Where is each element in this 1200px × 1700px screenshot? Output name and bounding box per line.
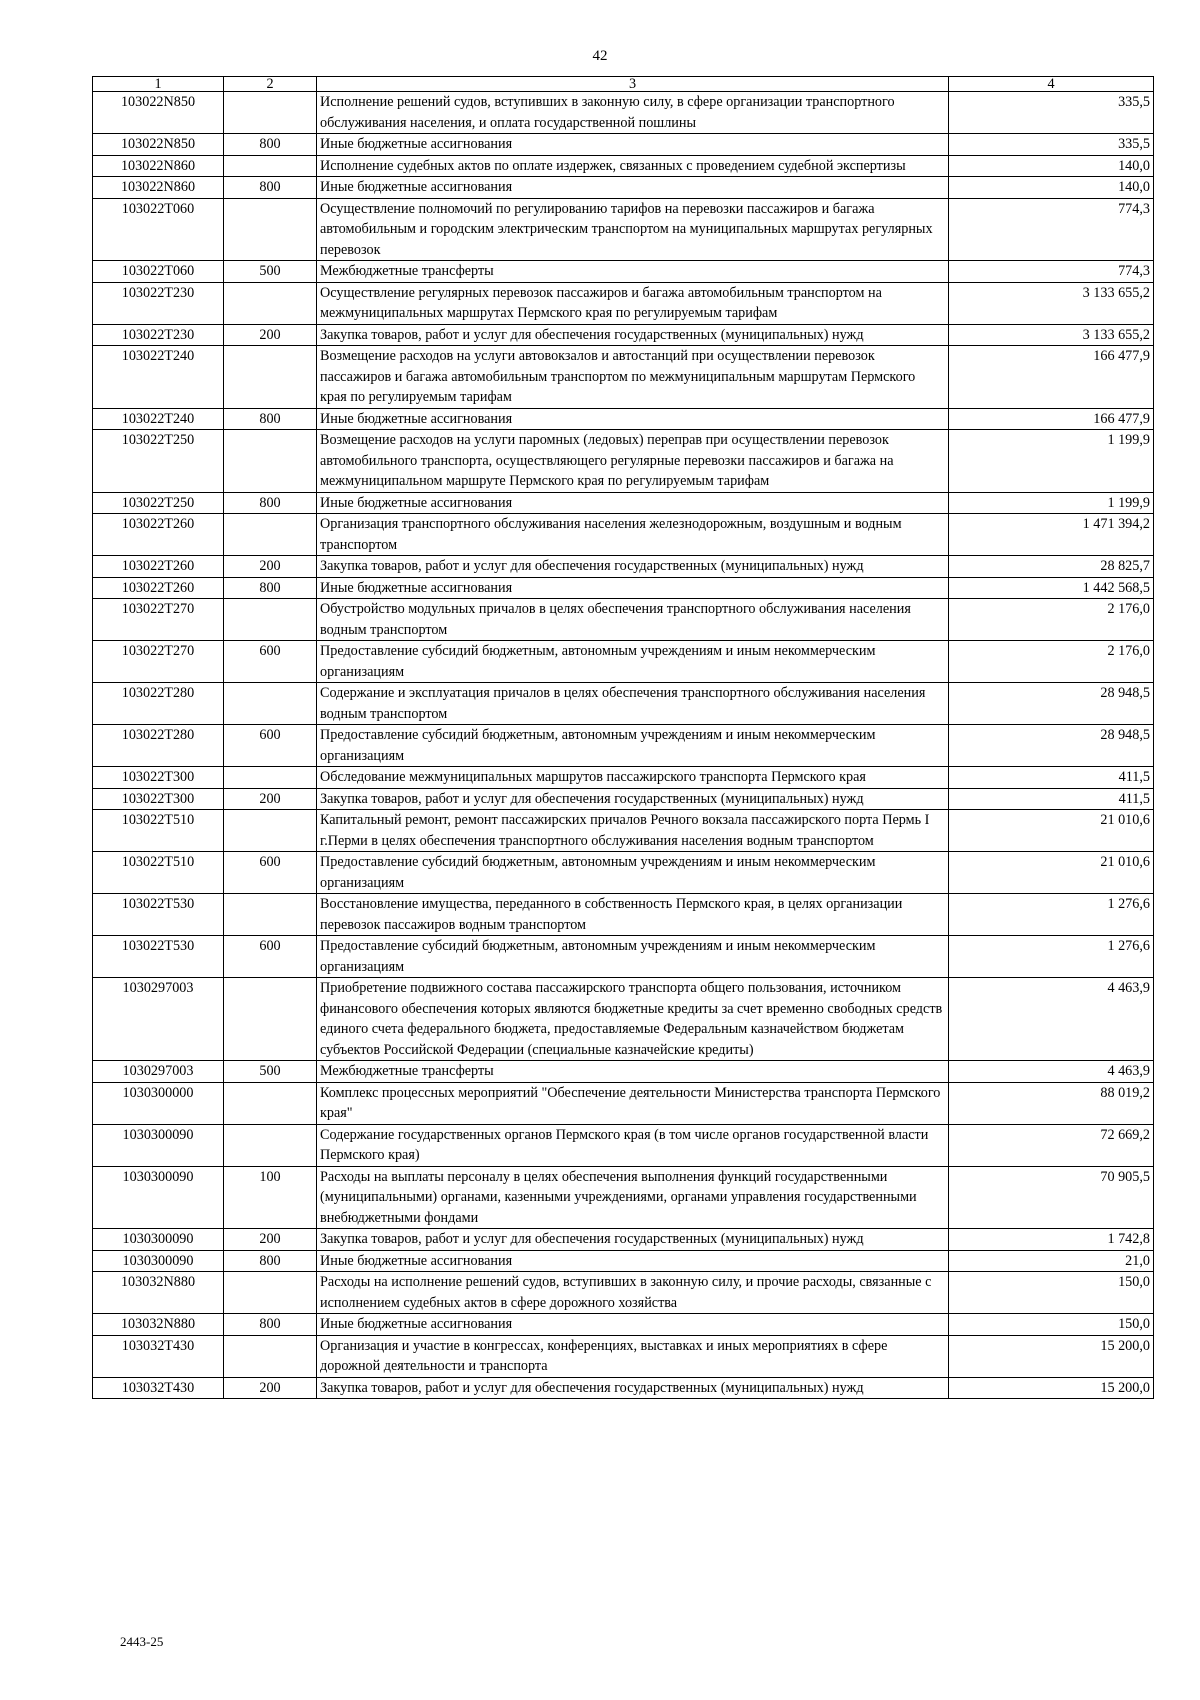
amount-cell: 21 010,6 <box>949 810 1154 852</box>
description-cell: Обследование межмуниципальных маршрутов пассажирского транспорта Пермского края <box>317 767 949 789</box>
amount-cell: 774,3 <box>949 198 1154 261</box>
code-cell: 103022T300 <box>93 788 224 810</box>
description-cell: Осуществление регулярных перевозок пассажиров и багажа автомобильным транспортом на межмуниципальных маршрутах Пермского края по регулируемым тарифам <box>317 282 949 324</box>
description-cell: Приобретение подвижного состава пассажирского транспорта общего пользования, источником финансового обеспечения которых являются бюджетные кредиты за счет временно свободных средств единого счета федерального бюджета, предоставляемые Федеральным казначейством бюджетам субъектов Российской Федерации (специальные казначейские кредиты) <box>317 978 949 1061</box>
amount-cell: 88 019,2 <box>949 1082 1154 1124</box>
code-cell: 103032N880 <box>93 1314 224 1336</box>
table-row <box>93 92 1154 134</box>
amount-cell: 1 199,9 <box>949 430 1154 493</box>
table-row <box>93 810 1154 852</box>
description-cell: Содержание государственных органов Пермского края (в том числе органов государственной власти Пермского края) <box>317 1124 949 1166</box>
code-cell: 103022T510 <box>93 810 224 852</box>
table-row <box>93 894 1154 936</box>
amount-cell: 411,5 <box>949 788 1154 810</box>
expense-type-cell: 600 <box>224 936 317 978</box>
description-cell: Закупка товаров, работ и услуг для обеспечения государственных (муниципальных) нужд <box>317 1229 949 1251</box>
table-row <box>93 1061 1154 1083</box>
header-row <box>93 77 1154 92</box>
amount-cell: 3 133 655,2 <box>949 324 1154 346</box>
description-cell: Содержание и эксплуатация причалов в целях обеспечения транспортного обслуживания населения водным транспортом <box>317 683 949 725</box>
table-row <box>93 1166 1154 1229</box>
amount-cell: 1 199,9 <box>949 492 1154 514</box>
code-cell: 103022N850 <box>93 134 224 156</box>
expense-type-cell <box>224 810 317 852</box>
amount-cell: 3 133 655,2 <box>949 282 1154 324</box>
expense-type-cell <box>224 1272 317 1314</box>
code-cell: 103022T300 <box>93 767 224 789</box>
amount-cell: 4 463,9 <box>949 1061 1154 1083</box>
amount-cell: 411,5 <box>949 767 1154 789</box>
amount-cell: 1 471 394,2 <box>949 514 1154 556</box>
amount-cell: 28 948,5 <box>949 725 1154 767</box>
code-cell: 103022T240 <box>93 346 224 409</box>
code-cell: 103022T530 <box>93 936 224 978</box>
header-col-2: 2 <box>224 77 317 92</box>
expense-type-cell <box>224 430 317 493</box>
table-row <box>93 852 1154 894</box>
table-body <box>93 92 1154 1399</box>
table-row <box>93 577 1154 599</box>
description-cell: Возмещение расходов на услуги паромных (ледовых) переправ при осуществлении перевозок автомобильного транспорта, осуществляющего регулярные перевозки пассажиров и багажа на межмуниципальном маршруте Пермского края по регулируемым тарифам <box>317 430 949 493</box>
table-row <box>93 556 1154 578</box>
header-col-3: 3 <box>317 77 949 92</box>
code-cell: 103022T240 <box>93 408 224 430</box>
code-cell: 103022N860 <box>93 155 224 177</box>
table-row <box>93 492 1154 514</box>
expense-type-cell <box>224 1335 317 1377</box>
expense-type-cell <box>224 1082 317 1124</box>
expense-type-cell <box>224 514 317 556</box>
expense-type-cell: 100 <box>224 1166 317 1229</box>
description-cell: Исполнение судебных актов по оплате издержек, связанных с проведением судебной экспертизы <box>317 155 949 177</box>
code-cell: 103022T250 <box>93 492 224 514</box>
amount-cell: 72 669,2 <box>949 1124 1154 1166</box>
expense-type-cell <box>224 155 317 177</box>
table-row <box>93 282 1154 324</box>
description-cell: Иные бюджетные ассигнования <box>317 408 949 430</box>
amount-cell: 140,0 <box>949 177 1154 199</box>
expense-type-cell: 800 <box>224 1314 317 1336</box>
table-row <box>93 1229 1154 1251</box>
table-row <box>93 788 1154 810</box>
description-cell: Межбюджетные трансферты <box>317 1061 949 1083</box>
code-cell: 1030297003 <box>93 1061 224 1083</box>
amount-cell: 150,0 <box>949 1314 1154 1336</box>
code-cell: 103022N850 <box>93 92 224 134</box>
code-cell: 103022T060 <box>93 198 224 261</box>
description-cell: Иные бюджетные ассигнования <box>317 492 949 514</box>
table-header <box>93 77 1154 92</box>
header-col-4: 4 <box>949 77 1154 92</box>
expense-type-cell <box>224 92 317 134</box>
expense-type-cell: 200 <box>224 1229 317 1251</box>
expense-type-cell: 600 <box>224 852 317 894</box>
expense-type-cell: 600 <box>224 641 317 683</box>
description-cell: Закупка товаров, работ и услуг для обеспечения государственных (муниципальных) нужд <box>317 324 949 346</box>
amount-cell: 4 463,9 <box>949 978 1154 1061</box>
amount-cell: 1 276,6 <box>949 894 1154 936</box>
code-cell: 103022T060 <box>93 261 224 283</box>
amount-cell: 28 948,5 <box>949 683 1154 725</box>
description-cell: Межбюджетные трансферты <box>317 261 949 283</box>
code-cell: 1030300090 <box>93 1250 224 1272</box>
description-cell: Предоставление субсидий бюджетным, автономным учреждениям и иным некоммерческим организациям <box>317 641 949 683</box>
amount-cell: 140,0 <box>949 155 1154 177</box>
amount-cell: 2 176,0 <box>949 599 1154 641</box>
expense-type-cell: 200 <box>224 556 317 578</box>
table-row <box>93 177 1154 199</box>
description-cell: Предоставление субсидий бюджетным, автономным учреждениям и иным некоммерческим организациям <box>317 936 949 978</box>
expense-type-cell: 800 <box>224 134 317 156</box>
code-cell: 103032N880 <box>93 1272 224 1314</box>
amount-cell: 1 442 568,5 <box>949 577 1154 599</box>
code-cell: 103022T510 <box>93 852 224 894</box>
code-cell: 103022T260 <box>93 514 224 556</box>
code-cell: 103022T260 <box>93 577 224 599</box>
expense-type-cell <box>224 282 317 324</box>
budget-table <box>92 76 1154 1399</box>
expense-type-cell <box>224 1124 317 1166</box>
description-cell: Обустройство модульных причалов в целях обеспечения транспортного обслуживания населения водным транспортом <box>317 599 949 641</box>
amount-cell: 1 276,6 <box>949 936 1154 978</box>
table-row <box>93 641 1154 683</box>
code-cell: 103022T530 <box>93 894 224 936</box>
header-col-1: 1 <box>93 77 224 92</box>
code-cell: 1030300090 <box>93 1166 224 1229</box>
amount-cell: 150,0 <box>949 1272 1154 1314</box>
amount-cell: 15 200,0 <box>949 1335 1154 1377</box>
description-cell: Закупка товаров, работ и услуг для обеспечения государственных (муниципальных) нужд <box>317 556 949 578</box>
table-row <box>93 261 1154 283</box>
amount-cell: 70 905,5 <box>949 1166 1154 1229</box>
amount-cell: 166 477,9 <box>949 408 1154 430</box>
table-row <box>93 683 1154 725</box>
table-row <box>93 936 1154 978</box>
code-cell: 103022N860 <box>93 177 224 199</box>
expense-type-cell: 200 <box>224 788 317 810</box>
table-row <box>93 134 1154 156</box>
expense-type-cell: 800 <box>224 577 317 599</box>
expense-type-cell: 800 <box>224 177 317 199</box>
table-row <box>93 1272 1154 1314</box>
table-row <box>93 514 1154 556</box>
footer-code: 2443-25 <box>120 1634 164 1649</box>
expense-type-cell: 600 <box>224 725 317 767</box>
page-number: 42 <box>592 48 608 64</box>
amount-cell: 2 176,0 <box>949 641 1154 683</box>
expense-type-cell: 800 <box>224 492 317 514</box>
amount-cell: 15 200,0 <box>949 1377 1154 1399</box>
amount-cell: 21,0 <box>949 1250 1154 1272</box>
description-cell: Расходы на исполнение решений судов, вступивших в законную силу, и прочие расходы, связанные с исполнением судебных актов в сфере дорожного хозяйства <box>317 1272 949 1314</box>
description-cell: Предоставление субсидий бюджетным, автономным учреждениям и иным некоммерческим организациям <box>317 852 949 894</box>
code-cell: 103022T230 <box>93 324 224 346</box>
description-cell: Закупка товаров, работ и услуг для обеспечения государственных (муниципальных) нужд <box>317 1377 949 1399</box>
description-cell: Исполнение решений судов, вступивших в законную силу, в сфере организации транспортного обслуживания населения, и оплата государственной пошлины <box>317 92 949 134</box>
table-row <box>93 408 1154 430</box>
code-cell: 1030297003 <box>93 978 224 1061</box>
table-row <box>93 430 1154 493</box>
table-row <box>93 599 1154 641</box>
expense-type-cell: 800 <box>224 408 317 430</box>
expense-type-cell: 500 <box>224 261 317 283</box>
table-row <box>93 1314 1154 1336</box>
amount-cell: 21 010,6 <box>949 852 1154 894</box>
code-cell: 103022T270 <box>93 641 224 683</box>
description-cell: Восстановление имущества, переданного в собственность Пермского края, в целях организации перевозок пассажиров водным транспортом <box>317 894 949 936</box>
code-cell: 1030300090 <box>93 1229 224 1251</box>
code-cell: 103022T230 <box>93 282 224 324</box>
table-row <box>93 1082 1154 1124</box>
expense-type-cell: 500 <box>224 1061 317 1083</box>
description-cell: Осуществление полномочий по регулированию тарифов на перевозки пассажиров и багажа автомобильным и городским электрическим транспортом на муниципальных маршрутах регулярных перевозок <box>317 198 949 261</box>
description-cell: Иные бюджетные ассигнования <box>317 1314 949 1336</box>
description-cell: Иные бюджетные ассигнования <box>317 1250 949 1272</box>
description-cell: Закупка товаров, работ и услуг для обеспечения государственных (муниципальных) нужд <box>317 788 949 810</box>
expense-type-cell <box>224 894 317 936</box>
amount-cell: 166 477,9 <box>949 346 1154 409</box>
description-cell: Иные бюджетные ассигнования <box>317 177 949 199</box>
expense-type-cell <box>224 198 317 261</box>
description-cell: Предоставление субсидий бюджетным, автономным учреждениям и иным некоммерческим организациям <box>317 725 949 767</box>
code-cell: 103022T270 <box>93 599 224 641</box>
amount-cell: 335,5 <box>949 134 1154 156</box>
description-cell: Организация и участие в конгрессах, конференциях, выставках и иных мероприятиях в сфере дорожной деятельности и транспорта <box>317 1335 949 1377</box>
expense-type-cell: 800 <box>224 1250 317 1272</box>
expense-type-cell <box>224 346 317 409</box>
description-cell: Иные бюджетные ассигнования <box>317 577 949 599</box>
code-cell: 1030300000 <box>93 1082 224 1124</box>
table-row <box>93 1335 1154 1377</box>
code-cell: 103032T430 <box>93 1377 224 1399</box>
expense-type-cell <box>224 767 317 789</box>
code-cell: 103022T250 <box>93 430 224 493</box>
expense-type-cell: 200 <box>224 1377 317 1399</box>
description-cell: Организация транспортного обслуживания населения железнодорожным, воздушным и водным транспортом <box>317 514 949 556</box>
description-cell: Возмещение расходов на услуги автовокзалов и автостанций при осуществлении перевозок пассажиров и багажа автомобильным транспортом по межмуниципальным маршрутам Пермского края по регулируемым тарифам <box>317 346 949 409</box>
table-row <box>93 198 1154 261</box>
expense-type-cell <box>224 683 317 725</box>
amount-cell: 1 742,8 <box>949 1229 1154 1251</box>
table-row <box>93 1250 1154 1272</box>
table-row <box>93 155 1154 177</box>
table-row <box>93 324 1154 346</box>
code-cell: 103022T260 <box>93 556 224 578</box>
amount-cell: 774,3 <box>949 261 1154 283</box>
expense-type-cell <box>224 599 317 641</box>
table-row <box>93 725 1154 767</box>
expense-type-cell: 200 <box>224 324 317 346</box>
code-cell: 103032T430 <box>93 1335 224 1377</box>
amount-cell: 28 825,7 <box>949 556 1154 578</box>
table-row <box>93 346 1154 409</box>
table-row <box>93 1124 1154 1166</box>
table-row <box>93 1377 1154 1399</box>
description-cell: Комплекс процессных мероприятий "Обеспечение деятельности Министерства транспорта Пермского края" <box>317 1082 949 1124</box>
code-cell: 1030300090 <box>93 1124 224 1166</box>
amount-cell: 335,5 <box>949 92 1154 134</box>
description-cell: Иные бюджетные ассигнования <box>317 134 949 156</box>
expense-type-cell <box>224 978 317 1061</box>
code-cell: 103022T280 <box>93 683 224 725</box>
table-row <box>93 978 1154 1061</box>
description-cell: Капитальный ремонт, ремонт пассажирских причалов Речного вокзала пассажирского порта Пермь I г.Перми в целях обеспечения транспортного обслуживания населения водным транспортом <box>317 810 949 852</box>
description-cell: Расходы на выплаты персоналу в целях обеспечения выполнения функций государственными (муниципальными) органами, казенными учреждениями, органами управления государственными внебюджетными фондами <box>317 1166 949 1229</box>
code-cell: 103022T280 <box>93 725 224 767</box>
table-row <box>93 767 1154 789</box>
